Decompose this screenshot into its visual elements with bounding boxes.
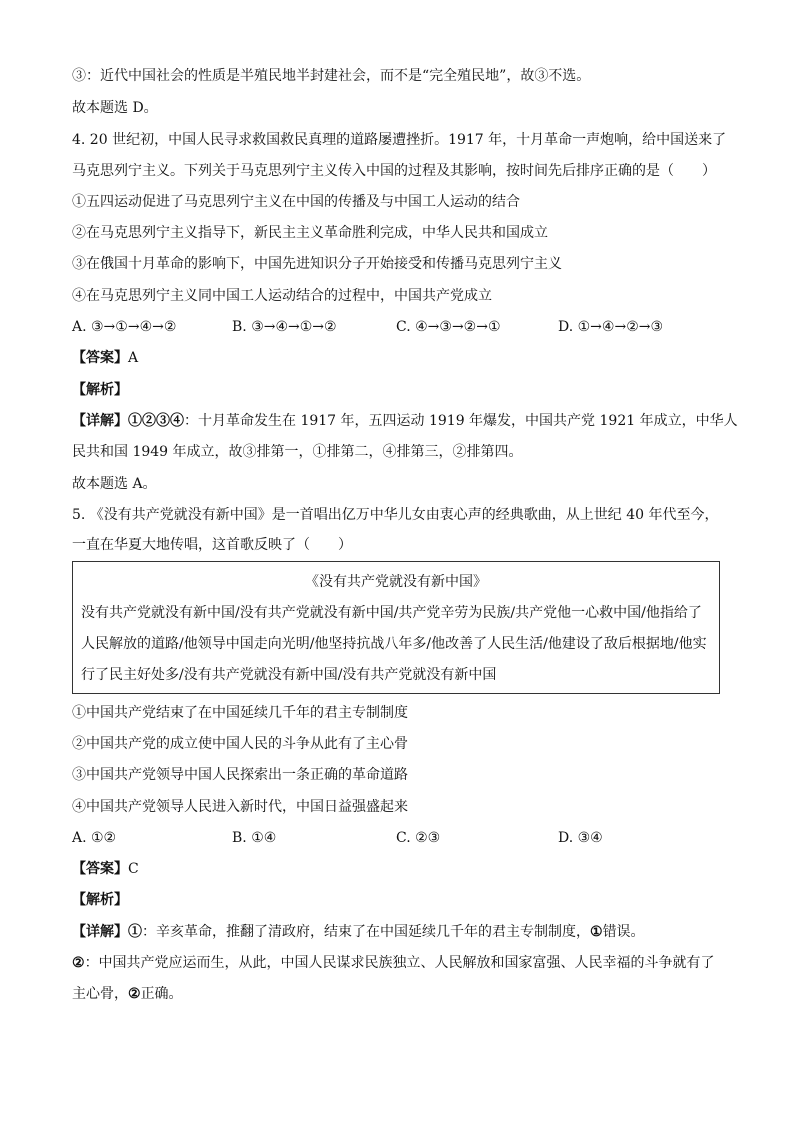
detail-mark: ① (128, 924, 142, 940)
option-c: C. ④→③→②→① (396, 319, 501, 335)
detail-line: 民共和国 1949 年成立，故③排第一，①排第二，④排第三，②排第四。 (72, 444, 523, 460)
answer-label: 【答案】 (72, 350, 128, 366)
question-4-stem: 4. 20 世纪初，中国人民寻求救国救民真理的道路屡遭挫折。1917 年，十月革命一声炮响，给中国送来了 (72, 132, 727, 148)
detail-text: ：中国共产党应运而生，从此，中国人民谋求民族独立、人民解放和国家富强、人民幸福的斗争就有了 (84, 955, 715, 971)
answer-line (72, 348, 722, 368)
answer-label: 【答案】 (72, 861, 128, 877)
question-4-statement: ②在马克思列宁主义指导下，新民主主义革命胜利完成，中华人民共和国成立 (72, 225, 548, 241)
option-a: A. ③→①→④→② (72, 319, 177, 335)
detail-label: 【详解】 (72, 413, 128, 429)
paragraph-line: 故本题选 D。 (72, 100, 158, 116)
question-4-options (72, 317, 722, 337)
analysis-label: 【解析】 (72, 892, 128, 908)
question-4-statement: ③在俄国十月革命的影响下，中国先进知识分子开始接受和传播马克思列宁主义 (72, 256, 562, 272)
question-4-statement: ①五四运动促进了马克思列宁主义在中国的传播及与中国工人运动的结合 (72, 194, 520, 210)
detail-mark: ① (590, 924, 603, 940)
paragraph-line: 故本题选 A。 (72, 476, 157, 492)
option-c: C. ②③ (396, 830, 441, 846)
detail-text: 正确。 (140, 986, 183, 1002)
detail-line (72, 922, 722, 942)
option-a: A. ①② (72, 830, 117, 846)
lyrics-box (72, 561, 720, 694)
lyrics-line: 没有共产党就没有新中国/没有共产党就没有新中国/共产党辛劳为民族/共产党他一心救中国/他指给了 (81, 605, 702, 621)
option-d: D. ③④ (558, 830, 603, 846)
question-5-statement: ③中国共产党领导中国人民探索出一条正确的革命道路 (72, 767, 408, 783)
question-5-stem: 一直在华夏大地传唱，这首歌反映了（ ） (72, 537, 352, 553)
lyrics-line: 行了民主好处多/没有共产党就没有新中国/没有共产党就没有新中国 (81, 667, 497, 683)
detail-text: 错误。 (602, 924, 645, 940)
detail-text: 主心骨， (72, 986, 128, 1002)
option-b: B. ①④ (232, 830, 277, 846)
analysis-label: 【解析】 (72, 382, 128, 398)
detail-text: ：辛亥革命，推翻了清政府，结束了在中国延续几千年的君主专制制度， (142, 924, 590, 940)
question-5-statement: ①中国共产党结束了在中国延续几千年的君主专制制度 (72, 705, 408, 721)
detail-text: ：十月革命发生在 1917 年，五四运动 1919 年爆发，中国共产党 1921 年成立，中华人 (184, 413, 738, 429)
option-d: D. ①→④→②→③ (558, 319, 664, 335)
detail-label: 【详解】 (72, 924, 128, 940)
question-5-statement: ④中国共产党领导人民进入新时代，中国日益强盛起来 (72, 799, 408, 815)
detail-line (72, 411, 738, 431)
question-5-options (72, 828, 722, 848)
paragraph-line: ③：近代中国社会的性质是半殖民地半封建社会，而不是“完全殖民地”，故③不选。 (72, 68, 591, 84)
detail-mark: ② (128, 986, 141, 1002)
option-b: B. ③→④→①→② (232, 319, 337, 335)
question-4-stem: 马克思列宁主义。下列关于马克思列宁主义传入中国的过程及其影响，按时间先后排序正确的是（ ） (72, 163, 716, 179)
lyrics-line: 人民解放的道路/他领导中国走向光明/他坚持抗战八年多/他改善了人民生活/他建设了敌后根据地/他实 (81, 636, 707, 652)
answer-value: A (128, 350, 139, 366)
answer-line (72, 859, 722, 879)
detail-marks: ①②③④ (128, 413, 184, 429)
question-4-statement: ④在马克思列宁主义同中国工人运动结合的过程中，中国共产党成立 (72, 288, 492, 304)
question-5-stem: 5. 《没有共产党就没有新中国》是一首唱出亿万中华儿女由衷心声的经典歌曲，从上世纪 40 年代至今， (72, 507, 719, 523)
question-5-statement: ②中国共产党的成立使中国人民的斗争从此有了主心骨 (72, 736, 408, 752)
detail-line (72, 953, 722, 973)
answer-value: C (128, 861, 139, 877)
detail-line (72, 984, 722, 1004)
lyrics-title: 《没有共产党就没有新中国》 (305, 574, 487, 590)
detail-mark: ② (72, 955, 85, 971)
